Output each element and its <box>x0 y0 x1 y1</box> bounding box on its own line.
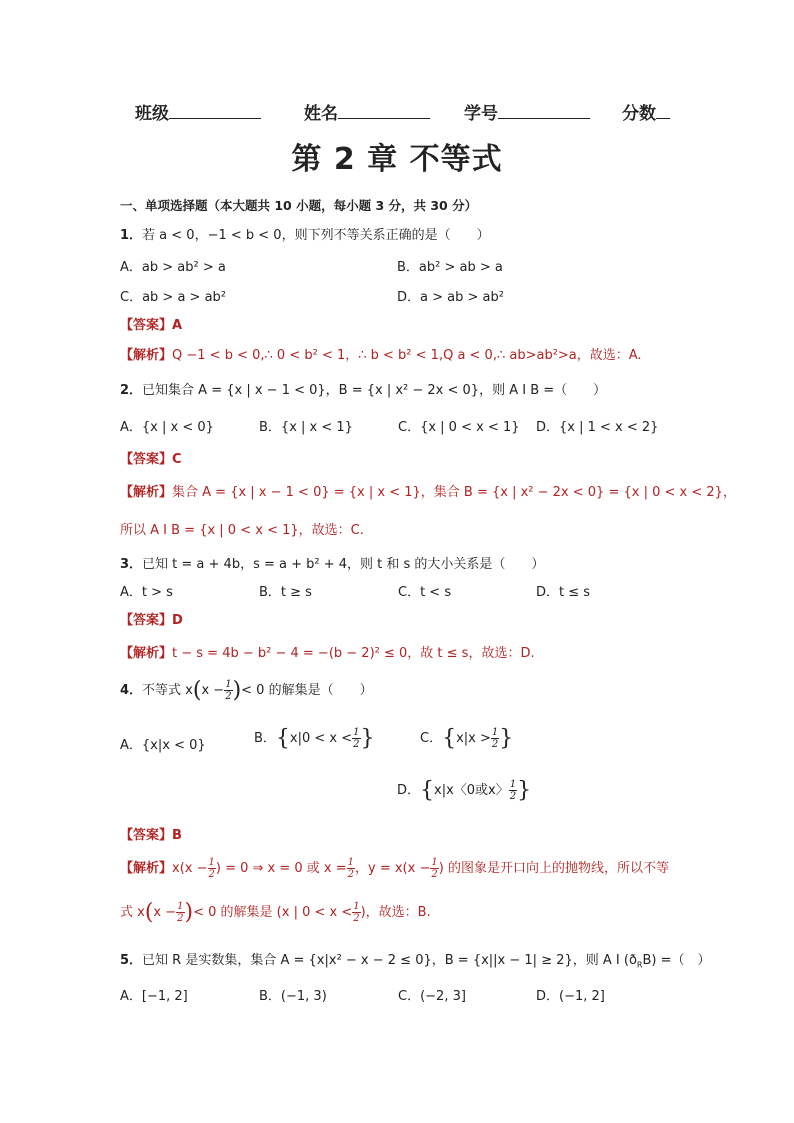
option-4b[interactable]: B．{x|0 < x < $\frac{1}{2}$ } <box>254 726 375 751</box>
score-label: 分数 <box>622 104 656 124</box>
option-2c[interactable]: C．{x | 0 < x < 1} <box>398 420 520 435</box>
question-4: 4．不等式 x(x − $\frac{1}{2}$ )< 0 的解集是（ ） <box>120 678 373 703</box>
option-letter: B． <box>254 731 276 746</box>
name-label: 姓名 <box>304 104 338 124</box>
answer-value: D <box>172 613 183 628</box>
option-text: x|x〈0或x〉 <box>434 783 509 798</box>
option-5a[interactable]: A．[−1, 2] <box>120 989 188 1004</box>
answer-3 <box>120 609 183 628</box>
answer-4 <box>120 824 182 843</box>
question-number: 2． <box>120 383 143 398</box>
analysis-text: x(x − <box>172 861 208 876</box>
option-4d[interactable]: D．{x|x〈0或x〉 $\frac{1}{2}$ } <box>397 778 532 803</box>
answer-tag: 【答案】 <box>120 613 173 628</box>
name-blank[interactable] <box>338 102 430 119</box>
fraction-half: $\frac{1}{2}$ <box>225 679 232 702</box>
question-1 <box>120 224 490 243</box>
analysis-text: )，故选：B. <box>360 905 431 920</box>
question-stem: 已知 R 是实数集，集合 A = {x|x² − x − 2 ≤ 0}，B = {x||x − 1| ≥ 2}，则 A I (ð <box>142 953 637 968</box>
option-3b[interactable]: B．t ≥ s <box>259 585 312 600</box>
question-stem-end: < 0 的解集是（ ） <box>241 683 373 698</box>
question-number: 4． <box>120 683 143 698</box>
question-stem-end: B) =（ ） <box>642 953 711 968</box>
analysis-4-cont: 式 x(x − $\frac{1}{2}$ )< 0 的解集是 (x | 0 < x < $\frac{1}{2}$ )，故选：B. <box>120 900 431 925</box>
name-field <box>304 99 430 124</box>
class-field <box>135 99 261 124</box>
analysis-text: t − s = 4b − b² − 4 = −(b − 2)² ≤ 0，故 t ≤ s，故选：D. <box>172 646 535 661</box>
analysis-2 <box>120 481 736 500</box>
answer-tag: 【答案】 <box>120 452 173 467</box>
question-number: 3． <box>120 557 143 572</box>
page-title: 第 2 章 不等式 <box>291 142 503 177</box>
option-text: x|x > <box>456 731 491 746</box>
analysis-text: 式 x <box>120 905 145 920</box>
option-5c[interactable]: C．(−2, 3] <box>398 989 466 1004</box>
question-subscript: R <box>636 960 643 970</box>
question-2 <box>120 379 606 398</box>
id-label: 学号 <box>464 104 498 124</box>
answer-2 <box>120 448 182 467</box>
analysis-text: ，y = x(x − <box>355 861 431 876</box>
analysis-tag: 【解析】 <box>120 646 173 661</box>
analysis-text: 集合 A = {x | x − 1 < 0} = {x | x < 1}，集合 B = {x | x² − 2x < 0} = {x | 0 < x < 2}， <box>172 485 736 500</box>
option-1d[interactable]: D．a > ab > ab² <box>397 290 504 305</box>
question-stem: 已知集合 A = {x | x − 1 < 0}，B = {x | x² − 2x < 0}，则 A I B =（ ） <box>142 383 607 398</box>
analysis-text: ) = 0 ⇒ x = 0 或 x = <box>215 861 347 876</box>
analysis-text: Q −1 < b < 0,∴ 0 < b² < 1，∴ b < b² < 1,Q a < 0,∴ ab>ab²>a，故选：A. <box>172 348 642 363</box>
option-4c[interactable]: C．{x|x > $\frac{1}{2}$ } <box>420 726 514 751</box>
analysis-text: ) 的图象是开口向上的抛物线，所以不等 <box>438 861 669 876</box>
answer-tag: 【答案】 <box>120 828 173 843</box>
answer-1 <box>120 314 182 333</box>
analysis-tag: 【解析】 <box>120 485 173 500</box>
answer-tag: 【答案】 <box>120 318 173 333</box>
class-label: 班级 <box>135 104 169 124</box>
analysis-tag: 【解析】 <box>120 348 173 363</box>
analysis-2-cont: 所以 A I B = {x | 0 < x < 1}，故选：C. <box>120 523 364 538</box>
option-text: x|0 < x < <box>289 731 353 746</box>
analysis-1 <box>120 344 642 363</box>
question-stem-inner: x − <box>201 683 225 698</box>
id-blank[interactable] <box>498 102 590 119</box>
option-2d[interactable]: D．{x | 1 < x < 2} <box>536 420 659 435</box>
answer-value: C <box>172 452 182 467</box>
score-blank[interactable] <box>656 102 670 119</box>
score-field <box>622 99 670 124</box>
analysis-4: 【解析】x(x − $\frac{1}{2}$ ) = 0 ⇒ x = 0 或 x = $\frac{1}{2}$ ，y = x(x − $\frac{1}{2}$ ) 的图象是开口向上的抛物线，所以不等 <box>120 857 669 880</box>
analysis-3 <box>120 642 535 661</box>
analysis-text: < 0 的解集是 (x | 0 < x < <box>193 905 353 920</box>
option-1c[interactable]: C．ab > a > ab² <box>120 290 227 305</box>
question-number: 5． <box>120 953 143 968</box>
question-stem: 不等式 x <box>142 683 193 698</box>
option-4a[interactable]: A．{x|x < 0} <box>120 738 206 753</box>
option-5b[interactable]: B．(−1, 3) <box>259 989 327 1004</box>
question-stem: 若 a < 0，−1 < b < 0，则下列不等关系正确的是（ ） <box>142 228 490 243</box>
analysis-text: x − <box>153 905 177 920</box>
option-3c[interactable]: C．t < s <box>398 585 452 600</box>
id-field <box>464 99 590 124</box>
question-number: 1． <box>120 228 143 243</box>
answer-value: B <box>172 828 182 843</box>
class-blank[interactable] <box>169 102 261 119</box>
option-2b[interactable]: B．{x | x < 1} <box>259 420 353 435</box>
option-5d[interactable]: D．(−1, 2] <box>536 989 605 1004</box>
answer-value: A <box>172 318 183 333</box>
section-header: 一、单项选择题（本大题共 10 小题，每小题 3 分，共 30 分） <box>120 198 478 213</box>
option-2a[interactable]: A．{x | x < 0} <box>120 420 214 435</box>
option-1a[interactable]: A．ab > ab² > a <box>120 260 226 275</box>
question-stem: 已知 t = a + 4b，s = a + b² + 4，则 t 和 s 的大小关系是（ ） <box>142 557 545 572</box>
option-1b[interactable]: B．ab² > ab > a <box>397 260 503 275</box>
option-letter: D． <box>397 783 421 798</box>
option-3a[interactable]: A．t > s <box>120 585 173 600</box>
analysis-tag: 【解析】 <box>120 861 173 876</box>
question-3 <box>120 553 544 572</box>
question-5 <box>120 949 710 970</box>
option-letter: C． <box>420 731 443 746</box>
option-3d[interactable]: D．t ≤ s <box>536 585 591 600</box>
